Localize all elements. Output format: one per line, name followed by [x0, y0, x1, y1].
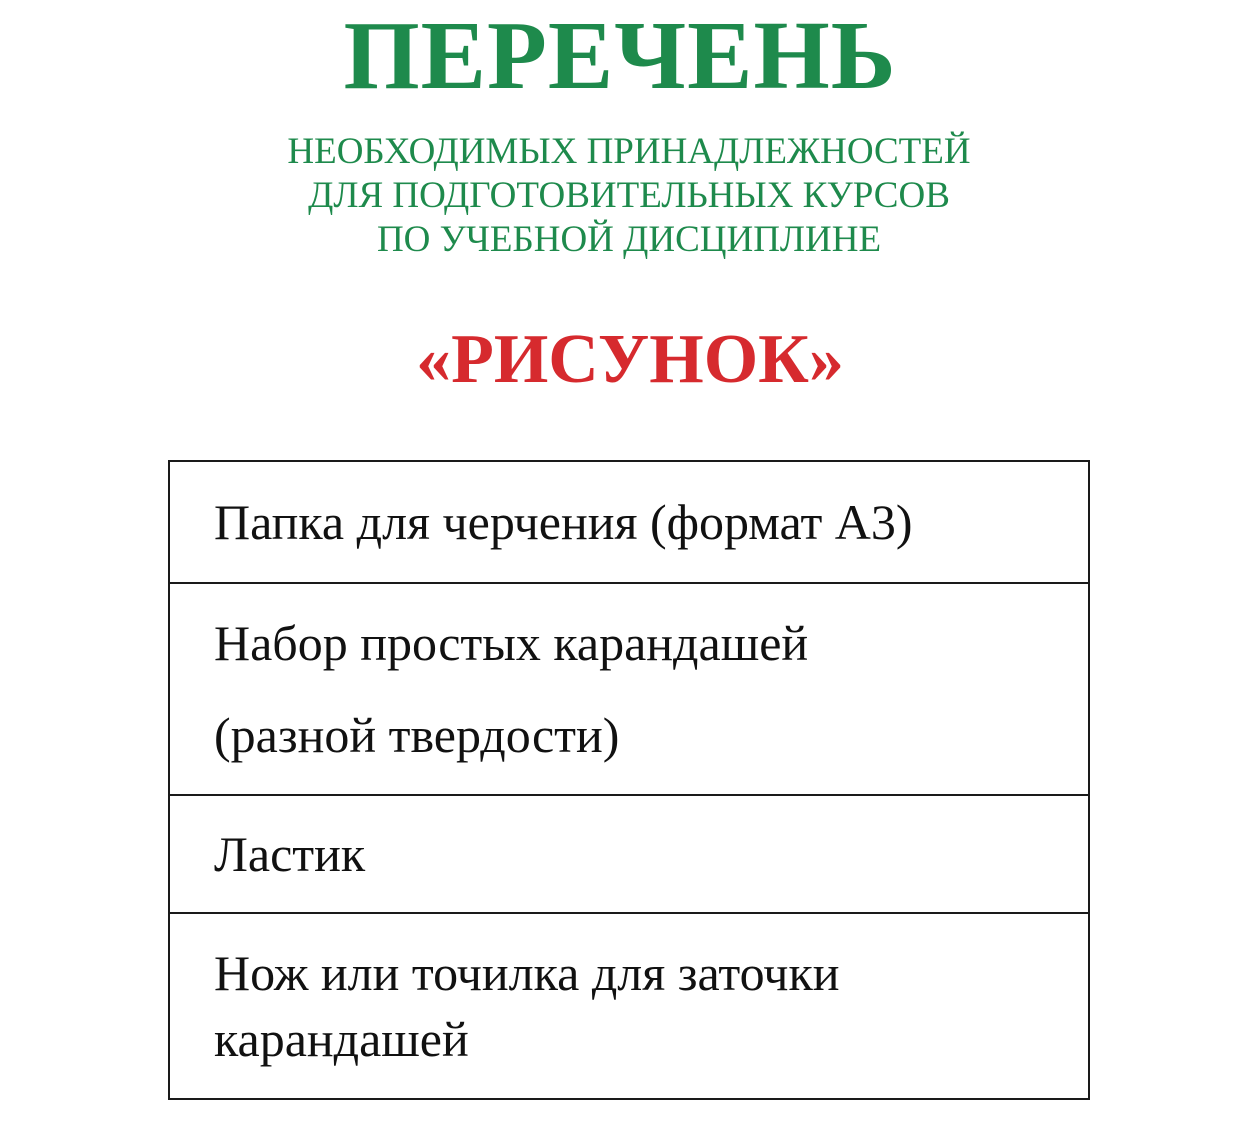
table-row — [169, 461, 1089, 583]
table-row — [169, 913, 1089, 1099]
table-row — [169, 795, 1089, 913]
document-title: ПЕРЕЧЕНЬ — [343, 2, 897, 110]
table-cell — [169, 461, 1089, 583]
item-text: Ластик — [214, 826, 366, 882]
item-text: карандашей — [214, 1011, 469, 1067]
subtitle-line: ДЛЯ ПОДГОТОВИТЕЛЬНЫХ КУРСОВ — [308, 175, 950, 216]
discipline-name: «РИСУНОК» — [416, 321, 844, 398]
subtitle-line: ПО УЧЕБНОЙ ДИСЦИПЛИНЕ — [376, 219, 882, 260]
table-cell — [169, 913, 1089, 1099]
table-row — [169, 583, 1089, 795]
subtitle-line: НЕОБХОДИМЫХ ПРИНАДЛЕЖНОСТЕЙ — [287, 131, 971, 172]
item-text: Папка для черчения (формат А3) — [214, 494, 913, 550]
document-subtitle — [0, 130, 1240, 262]
item-text: Набор простых карандашей — [214, 615, 809, 671]
item-text: Нож или точилка для заточки — [214, 945, 840, 1001]
item-text: (разной твердости) — [214, 707, 620, 763]
table-cell — [169, 583, 1089, 795]
supplies-table — [168, 460, 1090, 1100]
table-cell — [169, 795, 1089, 913]
